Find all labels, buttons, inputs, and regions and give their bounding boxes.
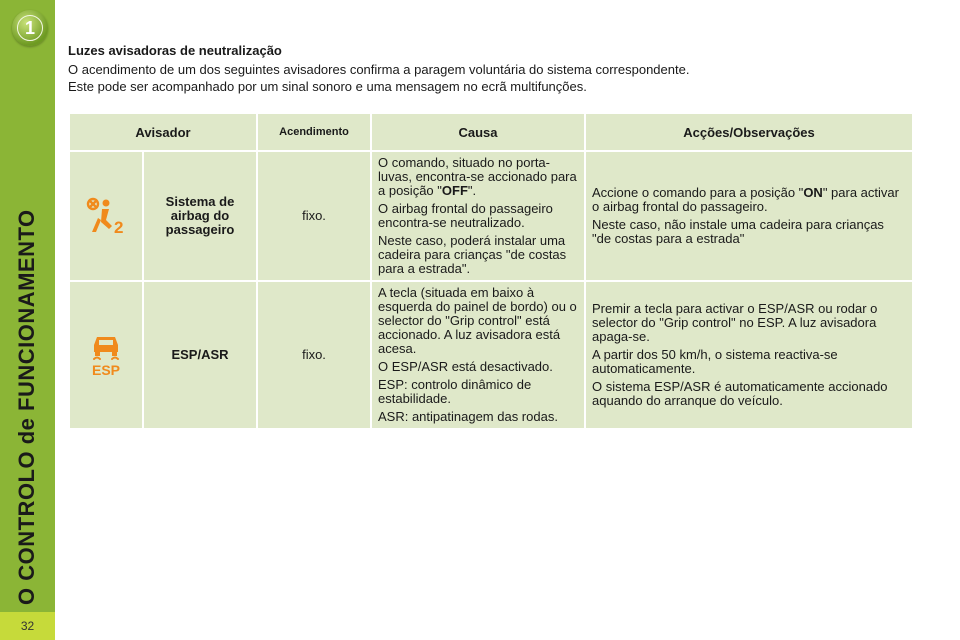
- causa-text: ESP: controlo dinâmico de estabilidade.: [378, 377, 532, 406]
- accao-text: Accione o comando para a posição "ON" para activar o airbag frontal do passageiro.: [592, 185, 899, 214]
- causa-text: A tecla (situada em baixo à esquerda do painel de bordo) ou o selector do "Grip control" está accionado. A luz avisadora está acesa.: [378, 285, 577, 356]
- table-row: [69, 281, 913, 429]
- warning-causa: [371, 151, 585, 281]
- chapter-number: 1: [24, 18, 35, 38]
- header-acendimento: Acendimento: [257, 113, 371, 151]
- causa-text: O comando, situado no porta-luvas, encontra-se accionado para a posição "OFF".: [378, 155, 577, 198]
- svg-text:2: 2: [114, 218, 124, 236]
- chapter-title: O CONTROLO de FUNCIONAMENTO: [14, 209, 39, 605]
- causa-text: O ESP/ASR está desactivado.: [378, 359, 553, 374]
- table-header-row: [69, 113, 913, 151]
- esp-off-icon: [69, 281, 143, 429]
- airbag-off-icon: [69, 151, 143, 281]
- warning-accoes: [585, 281, 913, 429]
- intro-line-2: Este pode ser acompanhado por um sinal sonoro e uma mensagem no ecrã multifunções.: [68, 79, 587, 94]
- chapter-badge: [12, 10, 48, 46]
- header-causa: Causa: [371, 113, 585, 151]
- section-title: Luzes avisadoras de neutralização: [68, 43, 282, 58]
- warning-accoes: [585, 151, 913, 281]
- warning-name: ESP/ASR: [143, 281, 257, 429]
- causa-text: ASR: antipatinagem das rodas.: [378, 409, 558, 424]
- warning-causa: [371, 281, 585, 429]
- accao-text: Neste caso, não instale uma cadeira para crianças "de costas para a estrada": [592, 217, 884, 246]
- accao-text: Premir a tecla para activar o ESP/ASR ou rodar o selector do "Grip control" no ESP. A luz avisadora apaga-se.: [592, 301, 878, 344]
- accao-text: O sistema ESP/ASR é automaticamente accionado aquando do arranque do veículo.: [592, 379, 888, 408]
- header-accoes: Acções/Observações: [585, 113, 913, 151]
- warning-acendimento: fixo.: [257, 281, 371, 429]
- svg-text:ESP: ESP: [91, 362, 121, 377]
- table-row: [69, 151, 913, 281]
- warning-lights-table: [68, 112, 914, 430]
- intro-line-1: O acendimento de um dos seguintes avisadores confirma a paragem voluntária do sistema correspondente.: [68, 62, 690, 77]
- warning-acendimento: fixo.: [257, 151, 371, 281]
- page-number: 32: [0, 612, 55, 640]
- chapter-sidebar: [0, 0, 55, 640]
- intro-section: [68, 42, 928, 95]
- causa-text: O airbag frontal do passageiro encontra-se neutralizado.: [378, 201, 553, 230]
- warning-name: Sistema de airbag do passageiro: [143, 151, 257, 281]
- causa-text: Neste caso, poderá instalar uma cadeira para crianças "de costas para a estrada".: [378, 233, 567, 276]
- header-avisador: Avisador: [69, 113, 257, 151]
- accao-text: A partir dos 50 km/h, o sistema reactiva-se automaticamente.: [592, 347, 838, 376]
